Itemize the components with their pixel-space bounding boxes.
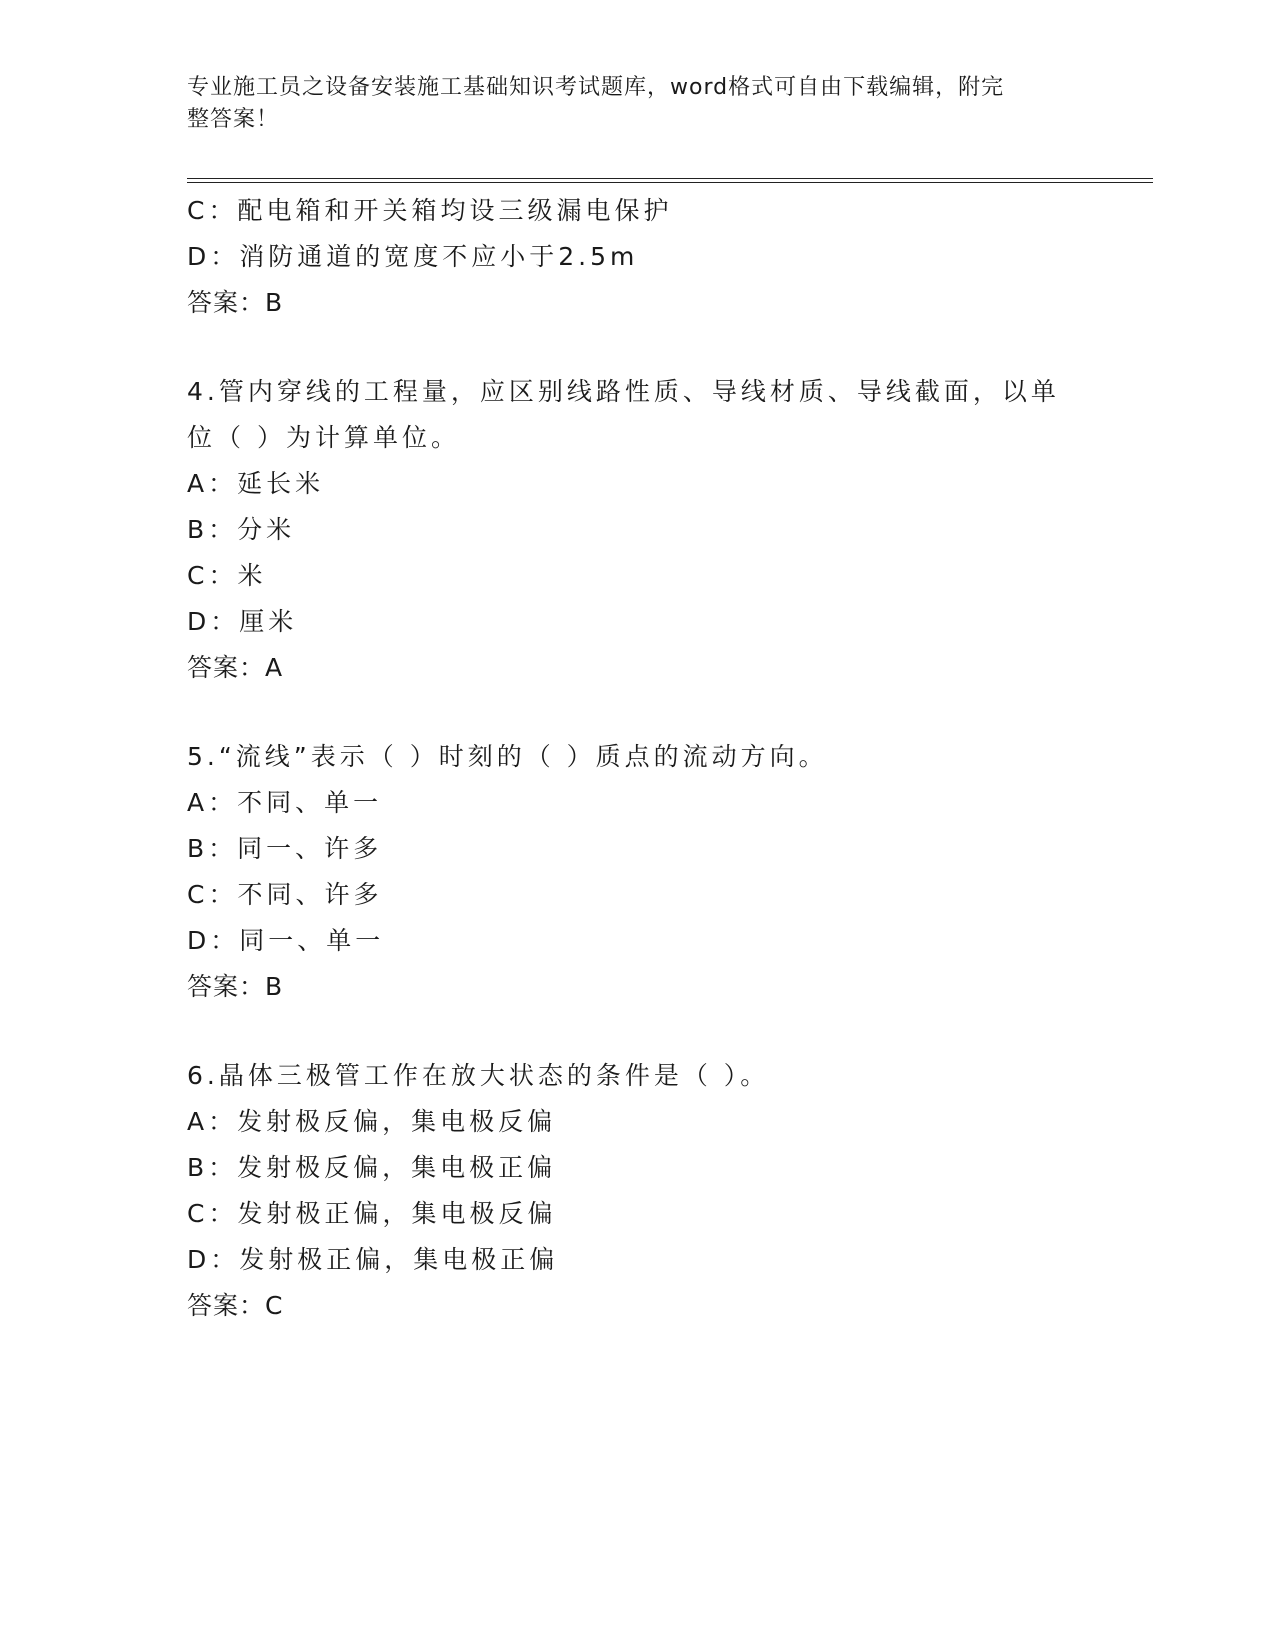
option-d: [187, 234, 1087, 280]
header-divider-top: [187, 178, 1153, 179]
question-text-line-1: 6.晶体三极管工作在放大状态的条件是（ ）。: [187, 1061, 770, 1090]
question-3-tail: [187, 188, 1087, 326]
option-text: 分米: [237, 515, 296, 544]
header-line-2: 整答案！: [187, 107, 280, 132]
option-text: 厘米: [239, 607, 298, 636]
header-divider-bottom: [187, 182, 1153, 183]
option-text: 发射极反偏，集电极正偏: [237, 1153, 557, 1182]
question-6: [187, 1053, 1087, 1329]
option-text: 不同、许多: [237, 880, 383, 909]
answer: 答案：C: [187, 1291, 284, 1320]
option-c: [187, 1191, 1087, 1237]
option-text: 米: [237, 561, 267, 590]
question-5: [187, 734, 1087, 1010]
answer: 答案：B: [187, 972, 284, 1001]
header-line-1: 专业施工员之设备安装施工基础知识考试题库，word格式可自由下载编辑，附完: [187, 75, 1005, 100]
question-text-line-1: 4.管内穿线的工程量，应区别线路性质、导线材质、导线截面，以单: [187, 377, 1060, 406]
option-label: D：: [187, 1245, 240, 1274]
option-label: C：: [187, 880, 238, 909]
option-label: D：: [187, 926, 240, 955]
option-d: [187, 918, 1087, 964]
option-c: [187, 872, 1087, 918]
option-c: [187, 188, 1087, 234]
option-label: B：: [187, 834, 238, 863]
option-text: 同一、许多: [237, 834, 383, 863]
option-text: 配电箱和开关箱均设三级漏电保护: [237, 196, 673, 225]
option-text: 发射极反偏，集电极反偏: [237, 1107, 557, 1136]
option-c: [187, 553, 1087, 599]
option-d: [187, 599, 1087, 645]
option-a: [187, 1099, 1087, 1145]
spacer: [187, 326, 1087, 369]
option-label: C：: [187, 1199, 238, 1228]
question-text-line-1: 5.“流线”表示（ ）时刻的（ ）质点的流动方向。: [187, 742, 828, 771]
document-header: [187, 72, 1087, 136]
answer: 答案：A: [187, 653, 284, 682]
option-a: [187, 780, 1087, 826]
question-text-line-2: 位（ ）为计算单位。: [187, 423, 460, 452]
option-b: [187, 1145, 1087, 1191]
option-text: 不同、单一: [237, 788, 383, 817]
option-text: 消防通道的宽度不应小于2.5m: [239, 242, 639, 271]
option-text: 同一、单一: [239, 926, 385, 955]
option-label: B：: [187, 515, 238, 544]
option-label: B：: [187, 1153, 238, 1182]
spacer: [187, 1010, 1087, 1053]
option-text: 延长米: [237, 469, 325, 498]
answer: 答案：B: [187, 288, 284, 317]
option-b: [187, 826, 1087, 872]
option-label: A：: [187, 788, 238, 817]
option-text: 发射极正偏，集电极反偏: [237, 1199, 557, 1228]
option-b: [187, 507, 1087, 553]
option-text: 发射极正偏，集电极正偏: [239, 1245, 559, 1274]
option-a: [187, 461, 1087, 507]
option-label: A：: [187, 469, 238, 498]
option-label: C：: [187, 561, 238, 590]
option-label: D：: [187, 607, 240, 636]
option-label: D：: [187, 242, 240, 271]
question-content: [187, 188, 1087, 1329]
option-label: C：: [187, 196, 238, 225]
spacer: [187, 691, 1087, 734]
option-label: A：: [187, 1107, 238, 1136]
option-d: [187, 1237, 1087, 1283]
question-4: [187, 369, 1087, 691]
